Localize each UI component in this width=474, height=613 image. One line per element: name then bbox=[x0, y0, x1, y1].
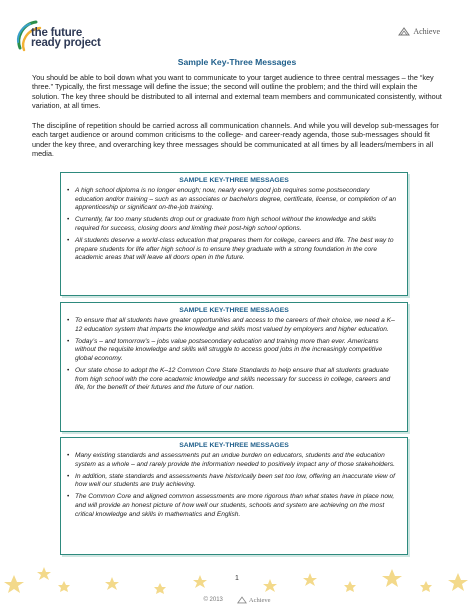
message-list bbox=[61, 317, 407, 393]
list-item: • The Common Core and aligned common assessments are more rigorous than what states have in place now, and will provide an honest picture of how well our students, schools and system are achieving on the most critical knowledge and skills in mathematics and English. bbox=[75, 493, 399, 519]
message-box-heading: SAMPLE KEY-THREE MESSAGES bbox=[179, 442, 289, 449]
list-item: • A high school diploma is no longer enough; now, nearly every good job requires some postsecondary education and/or training – such as an associates or bachelors degree, certificate, license, or completion of an apprenticeship or significant on-the-job training. bbox=[75, 187, 399, 213]
message-list bbox=[61, 452, 407, 519]
intro-paragraph-2: The discipline of repetition should be carried across all communication channels. And while you will develop sub-messages for each target audience or around common criticisms to the college- and career-ready agenda, those sub-messages should fit under the key three, and overarching key three messages should be communicated at all times by all leaders/members in all media. bbox=[32, 121, 439, 159]
logo-text bbox=[31, 28, 101, 48]
copyright-text: © 2013 bbox=[203, 597, 223, 603]
achieve-mark-icon bbox=[237, 596, 247, 604]
achieve-mark-icon bbox=[398, 27, 410, 36]
future-ready-logo bbox=[14, 18, 124, 58]
achieve-brand-label: Achieve bbox=[413, 27, 440, 36]
list-item: • Many existing standards and assessments put an undue burden on educators, students and the education system as a whole – and rarely provide the information needed to positively impact any of those stakeholders. bbox=[75, 452, 399, 469]
logo-line-1: the future bbox=[31, 27, 83, 39]
list-item: • All students deserve a world-class education that prepares them for college, careers and life. The best way to prepare students for life after high school is to ensure they graduate with a strong foundation in the core academic areas that will leave all doors open in the future. bbox=[75, 237, 399, 263]
achieve-brand bbox=[398, 27, 440, 36]
footer-brand-label: Achieve bbox=[248, 596, 271, 604]
list-item: • Currently, far too many students drop out or graduate from high school without the knowledge and skills required for success, closing doors and limiting their post-high school options. bbox=[75, 216, 399, 233]
message-box-heading: SAMPLE KEY-THREE MESSAGES bbox=[179, 177, 289, 184]
page-title: Sample Key-Three Messages bbox=[177, 57, 297, 67]
footer-brand bbox=[237, 596, 271, 604]
message-box-3 bbox=[60, 437, 408, 555]
list-item: • To ensure that all students have greater opportunities and access to the careers of their choice, we need a K–12 education system that imparts the knowledge and skills most valued by employers and higher education. bbox=[75, 317, 399, 334]
message-list bbox=[61, 187, 407, 263]
intro-paragraph-1: You should be able to boil down what you want to communicate to your target audience to three central messages – the “key three.” Typically, the first message will define the issue; the second will outline the problem; and the third will explain the solution. The key three should be distributed to all internal and external team members and communicated consistently, without variation, at all times. bbox=[32, 73, 442, 111]
message-box-2 bbox=[60, 302, 408, 432]
logo-line-2: ready project bbox=[31, 37, 101, 49]
message-box-1 bbox=[60, 172, 408, 296]
message-box-heading: SAMPLE KEY-THREE MESSAGES bbox=[179, 307, 289, 314]
page-number: 1 bbox=[235, 575, 239, 582]
page-footer bbox=[0, 596, 474, 604]
list-item: • In addition, state standards and assessments have historically been set too low, offering an inaccurate view of how well our students are truly achieving. bbox=[75, 473, 399, 490]
list-item: • Today’s – and tomorrow’s – jobs value postsecondary education and training more than ever. Americans without the requisite knowledge and skills will struggle to access good jobs in the increasingly competitive global economy. bbox=[75, 338, 399, 364]
list-item: • Our state chose to adopt the K–12 Common Core State Standards to help ensure that all students graduate from high school with the core academic knowledge and skills necessary for success in college, careers and life, for the benefit of their futures and the future of our nation. bbox=[75, 367, 399, 393]
